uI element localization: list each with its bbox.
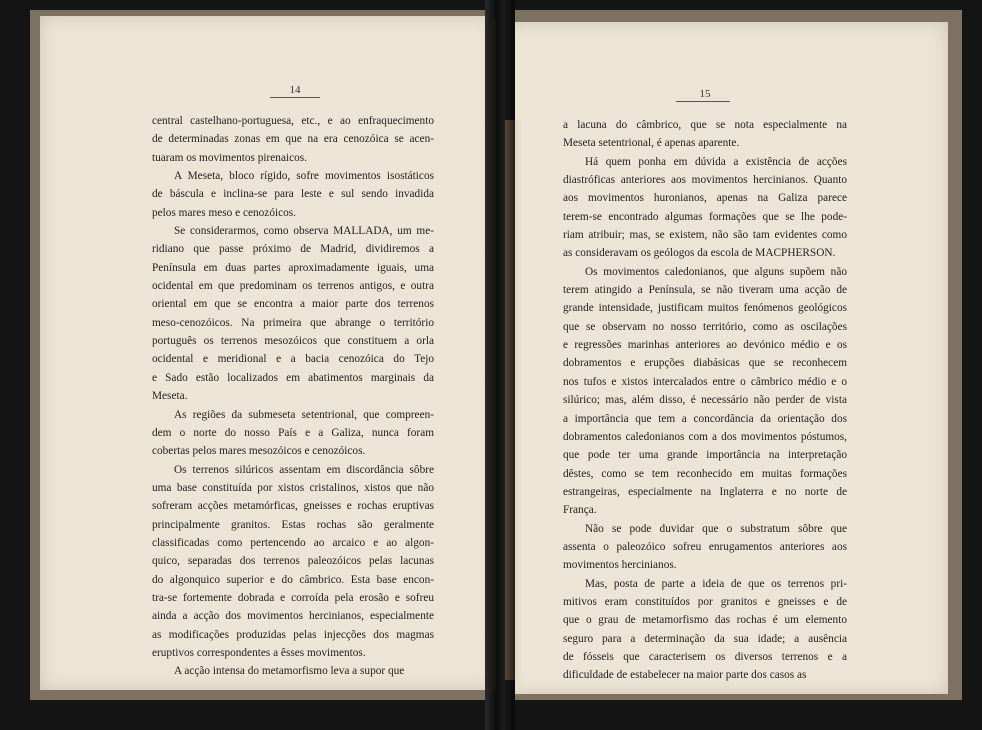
text-line: e regressões marinhas anteriores ao devónico médio e os (563, 339, 847, 352)
text-line: ridiano que passe próximo de Madrid, dividiremos a (152, 243, 434, 256)
text-line: Meseta. (152, 390, 188, 403)
text-line: central castelhano-portuguesa, etc., e ao enfraquecimento (152, 115, 434, 127)
text-line: ocidental e meridional e a bacia cenozóica do Tejo (152, 353, 434, 366)
text-line: terem-se encontrado algumas formações que se lhe pode- (563, 210, 847, 223)
text-line: Meseta setentrional, é apenas aparente. (563, 137, 740, 150)
text-line: dificuldade de estabelecer na maior parte dos casos as (563, 669, 807, 682)
text-line: de fósseis que caracterisem os diversos terrenos e a (563, 650, 847, 663)
left-gutter-shadow (486, 20, 496, 690)
text-line: Os movimentos caledonianos, que alguns supõem não (585, 265, 847, 278)
text-line: português os terrenos mesozóicos que constituem a orla (152, 335, 434, 348)
text-line: que pode ter uma grande importância na interpretação (563, 449, 847, 462)
text-line: de báscula e inclina-se para leste e sul sendo invadida (152, 188, 434, 201)
right-folio-rule (676, 101, 730, 102)
page-stain (505, 120, 523, 680)
text-line: sofreram acções metamórficas, gneisses e rochas eruptivas (152, 500, 434, 513)
text-line: dobramentos e erupções diabásicas que se reconhecem (563, 357, 847, 370)
text-line: Os terrenos silúricos assentam em discordância sôbre (174, 463, 434, 476)
text-line: a importância que tem a concordância da orientação dos (563, 412, 847, 425)
text-line: dem o norte do nosso País e a Galiza, nunca foram (152, 426, 434, 439)
text-line: oriental em que se encontra a maior parte dos terrenos (152, 298, 434, 311)
text-line: classificadas como pertencendo ao arcaico e ao algon- (152, 536, 434, 549)
text-line: Mas, posta de parte a ideia de que os terrenos pri- (585, 577, 847, 590)
text-line: e Sado estão localizados em abatimentos marginais da (152, 371, 434, 384)
left-page-text (152, 112, 434, 681)
text-line: grande intensidade, justificam muitos fenómenos geológicos (563, 302, 847, 315)
text-line: cobertas pelos mares mesozóicos e cenozóicos. (152, 445, 366, 458)
text-line: aos movimentos huronianos, apenas na Galiza parece (563, 192, 847, 205)
text-line: de determinadas zonas em que na era cenozóica se acen- (152, 133, 434, 146)
text-line: estrangeiras, especialmente na Inglaterra e no norte de (563, 485, 847, 498)
text-line: Península em duas partes aproximadamente iguais, uma (152, 261, 434, 274)
left-folio-rule (270, 97, 320, 98)
text-line: que se observam no nosso território, como as oscilações (563, 320, 847, 333)
text-line: as modificações produzidas pelas injecções dos magmas (152, 628, 434, 641)
text-line: ainda a acção dos movimentos hercinianos, especialmente (152, 610, 434, 623)
text-line: que o grau de metamorfismo das rochas é um elemento (563, 614, 847, 627)
text-line: mitivos eram constituídos por granitos e gneisses e de (563, 595, 847, 608)
text-line: meso-cenozóicos. Na primeira que abrange o território (152, 316, 434, 329)
text-line: Se considerarmos, como observa MALLADA, um me- (174, 225, 434, 238)
text-line: tuaram os movimentos pirenaicos. (152, 151, 307, 164)
text-line: tra-se fortemente dobrada e corroída pela erosão e sofreu (152, 591, 434, 604)
text-line: ocidental em que predominam os terrenos antigos, e outra (152, 280, 434, 293)
text-line: eruptivos correspondentes a êsses movimentos. (152, 646, 366, 659)
text-line: As regiões da submeseta setentrional, que compreen- (174, 408, 434, 421)
text-line: quico, separadas dos terrenos paleozóicos pelas lacunas (152, 555, 434, 568)
text-line: uma base constituída por xistos cristalinos, xistos que não (152, 481, 434, 494)
text-line: pelos mares meso e cenozóicos. (152, 206, 296, 219)
text-line: nos tufos e xistos intercalados entre o câmbrico médio e o (563, 375, 847, 388)
text-line: do algonquico superior e do câmbrico. Esta base encon- (152, 573, 434, 586)
text-line: as consideravam os geólogos da escola de MACPHERSON. (563, 247, 836, 260)
text-line: silúrico; mas, além disso, é necessário não perder de vista (563, 394, 847, 407)
text-line: riam atribuir; mas, se existem, não são tam evidentes como (563, 229, 847, 242)
text-line: A Meseta, bloco rígido, sofre movimentos isostáticos (174, 170, 434, 183)
left-page-number: 14 (289, 84, 301, 96)
text-line: Há quem ponha em dúvida a existência de acções (585, 155, 847, 168)
text-line: seguro para a determinação da sua idade; a ausência (563, 632, 847, 645)
right-page-text (563, 116, 847, 685)
text-line: movimentos hercinianos. (563, 559, 677, 572)
text-line: dobramentos caledonianos com a dos movimentos póstumos, (563, 430, 847, 443)
text-line: diastróficas anteriores aos movimentos hercinianos. Quanto (563, 174, 847, 187)
text-line: assenta o paleozóico sofreu enrugamentos anteriores aos (563, 540, 847, 553)
text-line: principalmente granitos. Estas rochas são geralmente (152, 518, 434, 531)
text-line: Não se pode duvidar que o substratum sôbre que (585, 522, 847, 535)
text-line: dêstes, como se tem reconhecido em muitas formações (563, 467, 847, 480)
right-page-number: 15 (699, 88, 711, 100)
text-line: França. (563, 504, 597, 517)
text-line: a lacuna do câmbrico, que se nota especialmente na (563, 119, 847, 131)
text-line: terem atingido a Península, se não tiveram uma acção de (563, 284, 847, 297)
text-line: A acção intensa do metamorfismo leva a supor que (174, 665, 405, 678)
